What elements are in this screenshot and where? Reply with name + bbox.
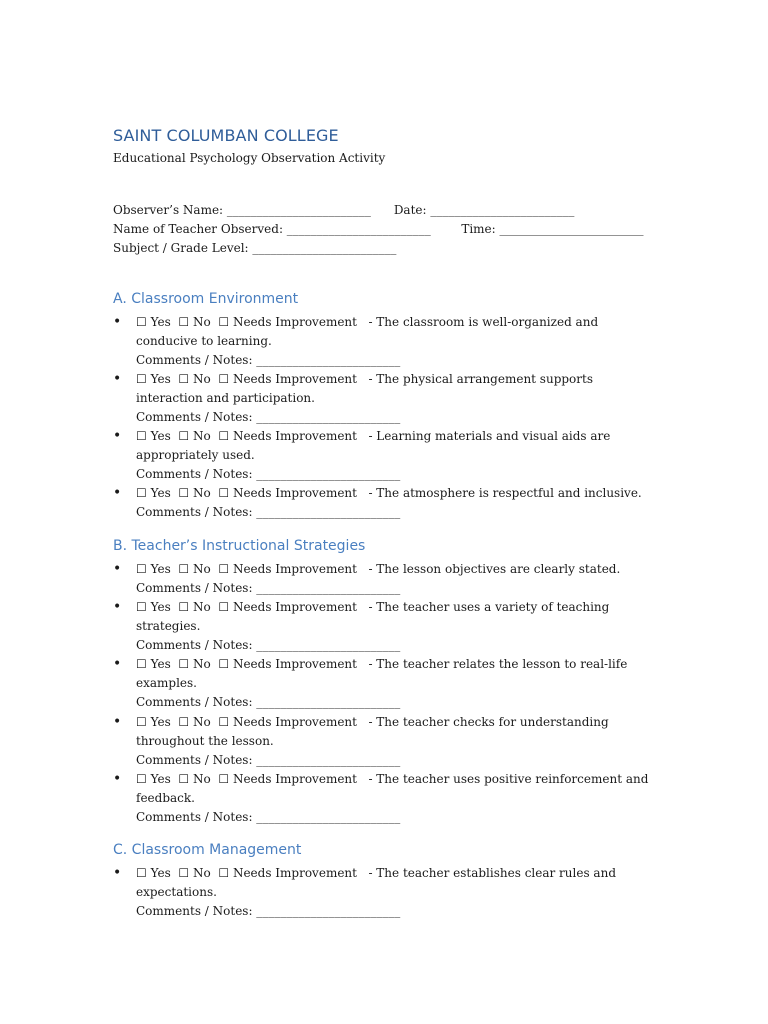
needs-improvement-label: Needs Improvement (232, 772, 357, 786)
bullet-icon: • (113, 714, 122, 730)
no-checkbox-icon[interactable]: ☐ (178, 562, 190, 576)
needs-improvement-label: Needs Improvement (232, 866, 357, 880)
yes-label: Yes (150, 657, 171, 671)
checklist-item (113, 370, 658, 427)
yes-label: Yes (150, 315, 171, 329)
yes-checkbox-icon[interactable]: ☐ (136, 657, 147, 671)
needs-improvement-checkbox-icon[interactable]: ☐ (218, 486, 230, 500)
bullet-icon: • (113, 428, 122, 444)
needs-improvement-checkbox-icon[interactable]: ☐ (218, 315, 230, 329)
no-checkbox-icon[interactable]: ☐ (178, 486, 190, 500)
section-heading-c: C. Classroom Management (113, 842, 302, 858)
observer-date-row (113, 202, 574, 218)
no-label: No (192, 372, 211, 386)
yes-label: Yes (150, 715, 171, 729)
checklist-item (113, 427, 658, 484)
document-subtitle: Educational Psychology Observation Activity (113, 151, 386, 165)
no-label: No (192, 715, 211, 729)
needs-improvement-checkbox-icon[interactable]: ☐ (218, 772, 230, 786)
criterion-text: - The teacher relates the lesson to real-life examples. (136, 657, 628, 690)
comments-field[interactable]: Comments / Notes: ________________________ (136, 505, 401, 519)
comments-field[interactable]: Comments / Notes: ________________________ (136, 353, 401, 367)
yes-checkbox-icon[interactable]: ☐ (136, 715, 147, 729)
yes-label: Yes (150, 486, 171, 500)
bullet-icon: • (113, 485, 122, 501)
needs-improvement-checkbox-icon[interactable]: ☐ (218, 562, 230, 576)
yes-checkbox-icon[interactable]: ☐ (136, 372, 147, 386)
subject-row (113, 240, 396, 256)
yes-label: Yes (150, 600, 171, 614)
comments-field[interactable]: Comments / Notes: ________________________ (136, 695, 401, 709)
comments-field[interactable]: Comments / Notes: ________________________ (136, 638, 401, 652)
no-checkbox-icon[interactable]: ☐ (178, 866, 190, 880)
criterion-text: - The physical arrangement supports interaction and participation. (136, 372, 593, 405)
observer-name-field[interactable]: Observer’s Name: ________________________ (113, 203, 371, 217)
needs-improvement-label: Needs Improvement (232, 315, 357, 329)
yes-label: Yes (150, 562, 171, 576)
no-label: No (192, 486, 211, 500)
no-label: No (192, 866, 211, 880)
needs-improvement-label: Needs Improvement (232, 562, 357, 576)
yes-label: Yes (150, 772, 171, 786)
criterion-text: - The teacher uses a variety of teaching strategies. (136, 600, 610, 633)
comments-field[interactable]: Comments / Notes: ________________________ (136, 410, 401, 424)
yes-checkbox-icon[interactable]: ☐ (136, 429, 147, 443)
no-label: No (192, 562, 211, 576)
comments-field[interactable]: Comments / Notes: ________________________ (136, 904, 401, 918)
checklist-item (113, 313, 658, 370)
criterion-text: - The teacher uses positive reinforcement and feedback. (136, 772, 649, 805)
yes-checkbox-icon[interactable]: ☐ (136, 600, 147, 614)
yes-label: Yes (150, 429, 171, 443)
yes-checkbox-icon[interactable]: ☐ (136, 772, 147, 786)
checklist-item (113, 713, 658, 770)
criterion-text: - The teacher checks for understanding throughout the lesson. (136, 715, 609, 748)
checklist-item (113, 484, 658, 522)
yes-checkbox-icon[interactable]: ☐ (136, 486, 147, 500)
yes-label: Yes (150, 372, 171, 386)
criterion-text: - The teacher establishes clear rules and expectations. (136, 866, 616, 899)
no-checkbox-icon[interactable]: ☐ (178, 429, 190, 443)
no-label: No (192, 772, 211, 786)
needs-improvement-checkbox-icon[interactable]: ☐ (218, 715, 230, 729)
needs-improvement-checkbox-icon[interactable]: ☐ (218, 372, 230, 386)
no-label: No (192, 600, 211, 614)
needs-improvement-label: Needs Improvement (232, 486, 357, 500)
comments-field[interactable]: Comments / Notes: ________________________ (136, 467, 401, 481)
no-checkbox-icon[interactable]: ☐ (178, 315, 190, 329)
yes-checkbox-icon[interactable]: ☐ (136, 315, 147, 329)
needs-improvement-checkbox-icon[interactable]: ☐ (218, 429, 230, 443)
yes-checkbox-icon[interactable]: ☐ (136, 562, 147, 576)
bullet-icon: • (113, 314, 122, 330)
no-checkbox-icon[interactable]: ☐ (178, 715, 190, 729)
no-label: No (192, 429, 211, 443)
needs-improvement-label: Needs Improvement (232, 715, 357, 729)
bullet-icon: • (113, 371, 122, 387)
teacher-name-field[interactable]: Name of Teacher Observed: ________________________ (113, 222, 431, 236)
criterion-text: - The lesson objectives are clearly stated. (368, 562, 621, 576)
yes-label: Yes (150, 866, 171, 880)
bullet-icon: • (113, 771, 122, 787)
bullet-icon: • (113, 865, 122, 881)
teacher-time-row (113, 221, 644, 237)
criterion-text: - The atmosphere is respectful and inclusive. (368, 486, 642, 500)
comments-field[interactable]: Comments / Notes: ________________________ (136, 753, 401, 767)
needs-improvement-label: Needs Improvement (232, 657, 357, 671)
checklist-item (113, 655, 658, 712)
no-label: No (192, 657, 211, 671)
document-title: SAINT COLUMBAN COLLEGE (113, 126, 339, 145)
needs-improvement-label: Needs Improvement (232, 429, 357, 443)
no-checkbox-icon[interactable]: ☐ (178, 657, 190, 671)
time-field[interactable]: Time: ________________________ (461, 222, 644, 236)
no-label: No (192, 315, 211, 329)
bullet-icon: • (113, 561, 122, 577)
bullet-icon: • (113, 599, 122, 615)
checklist-item (113, 560, 658, 598)
no-checkbox-icon[interactable]: ☐ (178, 372, 190, 386)
checklist-item (113, 864, 658, 921)
comments-field[interactable]: Comments / Notes: ________________________ (136, 581, 401, 595)
needs-improvement-label: Needs Improvement (232, 600, 357, 614)
needs-improvement-label: Needs Improvement (232, 372, 357, 386)
needs-improvement-checkbox-icon[interactable]: ☐ (218, 866, 230, 880)
criterion-text: - Learning materials and visual aids are appropriately used. (136, 429, 611, 462)
needs-improvement-checkbox-icon[interactable]: ☐ (218, 600, 230, 614)
bullet-icon: • (113, 656, 122, 672)
yes-checkbox-icon[interactable]: ☐ (136, 866, 147, 880)
section-heading-a: A. Classroom Environment (113, 291, 299, 307)
criterion-text: - The classroom is well-organized and conducive to learning. (136, 315, 599, 348)
checklist-item (113, 770, 658, 827)
comments-field[interactable]: Comments / Notes: ________________________ (136, 810, 401, 824)
section-heading-b: B. Teacher’s Instructional Strategies (113, 538, 366, 554)
no-checkbox-icon[interactable]: ☐ (178, 600, 190, 614)
date-field[interactable]: Date: ________________________ (393, 203, 575, 217)
no-checkbox-icon[interactable]: ☐ (178, 772, 190, 786)
subject-grade-field[interactable]: Subject / Grade Level: ________________________ (113, 241, 397, 255)
checklist-item (113, 598, 658, 655)
needs-improvement-checkbox-icon[interactable]: ☐ (218, 657, 230, 671)
